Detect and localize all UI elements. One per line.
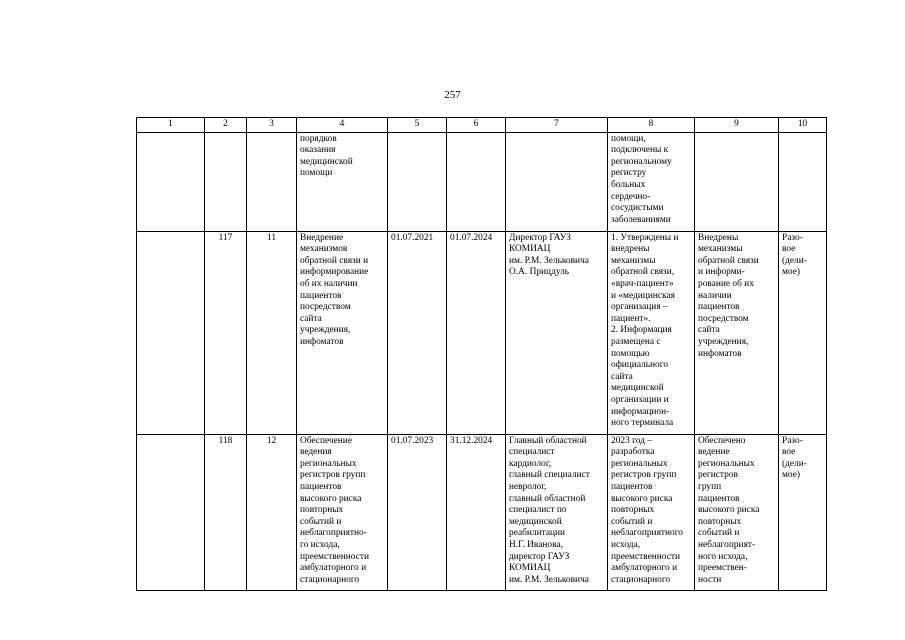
table-cell: 2023 год – разработка региональных регистров групп пациентов высокого риска повторных событий и неблагоприятного исхода, преемственности амбулаторного и стационарного (608, 434, 695, 590)
table-cell (506, 132, 608, 231)
table-cell: Разо- вое (дели- мое) (779, 434, 827, 590)
table-cell: порядков оказания медицинской помощи (297, 132, 388, 231)
table-cell: 01.07.2023 (388, 434, 447, 590)
table-cell: Главный областной специалист кардиолог, главный специалист невролог, главный областной специалист по медицинской реабилитации Н.Г. Иванова, директор ГАУЗ КОМИАЦ им. Р.М. Зельковича (506, 434, 608, 590)
table-cell (137, 434, 205, 590)
column-number: 4 (297, 118, 388, 133)
table-cell: 1. Утверждены и внедрены механизмы обратной связи, «врач-пациент» и «медицинская организация – пациент». 2. Информация размещена с помощью официального сайта медицинской организации и информацион- ного терминала (608, 231, 695, 434)
table-cell (247, 132, 297, 231)
column-number: 5 (388, 118, 447, 133)
table-cell (205, 132, 247, 231)
column-number: 8 (608, 118, 695, 133)
table-header-row (137, 118, 827, 133)
table-cell (137, 231, 205, 434)
table-cell: Обеспечено ведение региональных регистров групп пациентов высокого риска повторных событий и неблагоприят- ного исхода, преемствен- ности (695, 434, 779, 590)
table-cell: 01.07.2024 (447, 231, 506, 434)
table-cell (779, 132, 827, 231)
table-cell (137, 132, 205, 231)
column-number: 3 (247, 118, 297, 133)
column-number: 9 (695, 118, 779, 133)
table-row (137, 231, 827, 434)
table-cell: Обеспечение ведения региональных регистров групп пациентов высокого риска повторных событий и неблагоприятно- го исхода, преемственности амбулаторного и стационарного (297, 434, 388, 590)
column-number: 10 (779, 118, 827, 133)
table-cell: 11 (247, 231, 297, 434)
table-cell: Директор ГАУЗ КОМИАЦ им. Р.М. Зельковича О.А. Прицдуль (506, 231, 608, 434)
table-cell: 118 (205, 434, 247, 590)
table-cell: Внедрение механизмов обратной связи и информирование об их наличии пациентов посредством сайта учреждения, инфоматов (297, 231, 388, 434)
column-number: 1 (137, 118, 205, 133)
column-number: 7 (506, 118, 608, 133)
column-number: 2 (205, 118, 247, 133)
table-row (137, 434, 827, 590)
document-table (136, 117, 827, 591)
table-cell: помощи, подключены к региональному регистру больных сердечно- сосудистыми заболеваниями (608, 132, 695, 231)
table-cell (447, 132, 506, 231)
table-cell: Разо- вое (дели- мое) (779, 231, 827, 434)
table-cell: Внедрены механизмы обратной связи и информи- рование об их наличии пациентов посредством сайта учреждения, инфоматов (695, 231, 779, 434)
table-row (137, 132, 827, 231)
table-cell: 01.07.2021 (388, 231, 447, 434)
column-number: 6 (447, 118, 506, 133)
table-cell: 31.12.2024 (447, 434, 506, 590)
table-cell: 12 (247, 434, 297, 590)
table-cell (695, 132, 779, 231)
page-number: 257 (444, 89, 461, 101)
table-cell (388, 132, 447, 231)
table-cell: 117 (205, 231, 247, 434)
